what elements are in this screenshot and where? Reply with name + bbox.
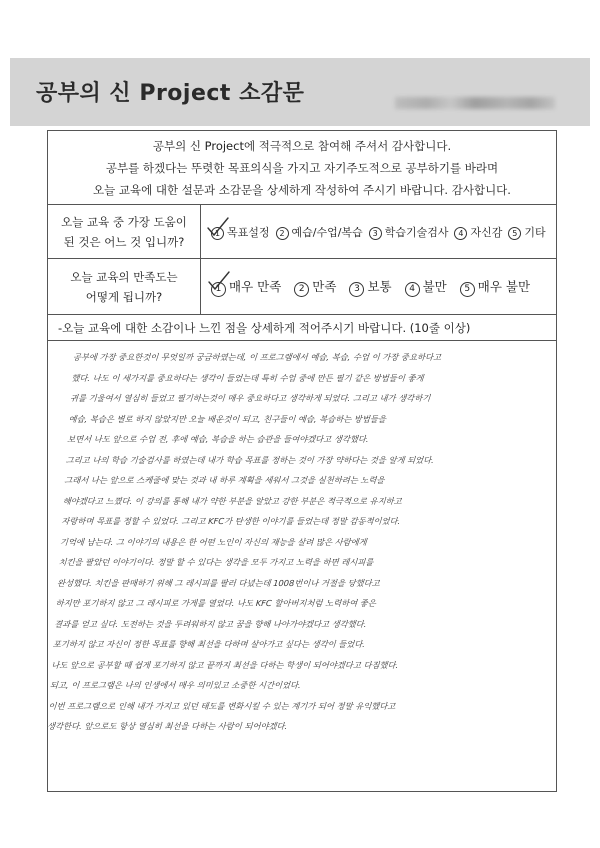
option-label: 불만 <box>422 278 447 294</box>
question-line: 오늘 교육의 만족도는 <box>70 269 178 284</box>
option-dissatisfied[interactable] <box>405 277 447 297</box>
circle-number-icon: 1 <box>211 227 224 240</box>
circle-number-icon: 2 <box>294 282 309 297</box>
intro-line: 오늘 교육에 대한 설문과 소감문을 상세하게 작성하여 주시기 바랍니다. 감사합니다. <box>93 183 511 197</box>
option-label: 만족 <box>312 278 337 294</box>
question-row-satisfaction <box>48 259 556 315</box>
handwritten-line: 그래서 나는 앞으로 스케줄에 맞는 것과 내 하루 계획을 세워서 그것을 실천하려는 노력을 <box>63 475 385 485</box>
survey-form <box>47 130 557 792</box>
handwritten-line: 그리고 나의 학습 기술검사를 하였는데 내가 학습 목표를 정하는 것이 가장 약하다는 것을 알게 되었다. <box>65 454 435 465</box>
option-label: 자신감 <box>470 225 503 239</box>
circle-number-icon: 3 <box>369 227 382 240</box>
option-label: 매우 만족 <box>229 278 282 294</box>
option-label: 예습/수업/복습 <box>291 225 363 239</box>
answer-options <box>201 259 556 314</box>
circle-number-icon: 3 <box>349 282 364 297</box>
circle-number-icon: 1 <box>211 282 226 297</box>
handwritten-line: 치킨을 팔았던 이야기이다. 정말 할 수 있다는 생각을 모두 가지고 노력을 하면 레시피를 <box>58 557 374 567</box>
handwritten-line: 기억에 남는다. 그 이야기의 내용은 한 어떤 노인이 자신의 재능을 살려 많은 사람에게 <box>59 536 368 547</box>
question-line: 어떻게 됩니까? <box>85 289 163 304</box>
handwritten-line: 귀를 기울여서 열심히 들었고 필기하는것이 매우 중요하다고 생각하게 되었다. 그리고 내가 생각하기 <box>69 393 431 403</box>
question-label <box>48 259 201 314</box>
checkmark-icon <box>206 269 232 293</box>
handwritten-line: 하지만 포기하지 않고 그 레시피로 가게를 열었다. 나도 KFC 할아버지처럼 노력하여 좋은 <box>55 598 377 608</box>
handwritten-line: 보면서 나도 앞으로 수업 전, 후에 예습, 복습을 하는 습관을 들여야겠다고 생각했다. <box>66 434 369 444</box>
question-row-helpful <box>48 205 556 259</box>
handwritten-line: 공부에 가장 중요한것이 무엇일까 궁금하였는데, 이 프로그램에서 예습, 복습, 수업 이 가장 중요하다고 <box>72 352 442 362</box>
answer-options <box>201 205 556 258</box>
circle-number-icon: 4 <box>405 282 420 297</box>
circle-number-icon: 2 <box>276 227 289 240</box>
option-satisfied[interactable] <box>294 277 336 297</box>
circle-number-icon: 4 <box>454 227 467 240</box>
question-line: 오늘 교육 중 가장 도움이 <box>61 214 187 229</box>
handwritten-line: 생각한다. 앞으로도 항상 열심히 최선을 다하는 사람이 되어야겠다. <box>46 721 288 731</box>
question-line: 된 것은 어느 것 입니까? <box>63 234 185 249</box>
option-confidence[interactable] <box>454 224 502 240</box>
handwritten-line: 나도 앞으로 공부할 때 쉽게 포기하지 않고 끝까지 최선을 다하는 학생이 되어야겠다고 다짐했다. <box>51 659 399 670</box>
handwritten-line: 포기하지 않고 자신이 정한 목표를 향해 최선을 다하며 살아가고 싶다는 생각이 들었다. <box>52 639 366 649</box>
option-neutral[interactable] <box>349 277 391 297</box>
handwritten-line: 예습, 복습은 별로 하지 않았지만 오늘 배운것이 되고, 친구들이 예습, 복습하는 방법들을 <box>68 413 387 424</box>
option-learning-test[interactable] <box>369 224 449 240</box>
option-label: 기타 <box>524 225 546 239</box>
handwritten-line: 자랑하며 목표를 정할 수 있었다. 그리고 KFC가 탄생한 이야기를 들었는데 정말 감동적이었다. <box>61 516 401 526</box>
handwritten-line: 결과를 얻고 싶다. 도전하는 것을 두려워하지 않고 꿈을 향해 나아가야겠다고 생각했다. <box>53 618 367 629</box>
handwritten-line: 했다. 나도 이 세가지를 중요하다는 생각이 들었는데 특히 수업 중에 만든 필기 같은 방법들이 좋게 <box>71 372 424 383</box>
intro-text <box>48 131 556 205</box>
intro-line: 공부의 신 Project에 적극적으로 참여해 주셔서 감사합니다. <box>152 139 452 153</box>
question-label <box>48 205 201 258</box>
option-other[interactable] <box>508 224 545 240</box>
page-title: 공부의 신 Project 소감문 <box>36 81 305 106</box>
circle-number-icon: 5 <box>508 227 521 240</box>
option-study-cycle[interactable] <box>276 224 363 240</box>
option-label: 학습기술검사 <box>384 225 449 239</box>
circle-number-icon: 5 <box>460 282 475 297</box>
option-label: 목표설정 <box>227 225 270 239</box>
handwritten-line: 완성했다. 치킨을 판매하기 위해 그 레시피를 팔러 다녔는데 1008번이나 거절을 당했다고 <box>56 577 381 588</box>
handwritten-line: 되고, 이 프로그램은 나의 인생에서 매우 의미있고 소중한 시간이었다. <box>49 680 302 690</box>
handwritten-line: 이번 프로그램으로 인해 내가 가지고 있던 태도를 변화시킬 수 있는 계기가 되어 정말 유익했다고 <box>48 700 396 711</box>
handwritten-response <box>46 347 559 737</box>
checkmark-icon <box>205 215 231 239</box>
redacted-name <box>395 97 555 109</box>
option-very-dissatisfied[interactable] <box>460 277 530 297</box>
handwritten-line: 해야겠다고 느꼈다. 이 강의를 통해 내가 약한 부분을 알았고 강한 부분은 적극적으로 유지하고 <box>62 495 403 506</box>
option-label: 매우 불만 <box>477 278 531 294</box>
option-label: 보통 <box>367 278 392 294</box>
intro-line: 공부를 하겠다는 뚜렷한 목표의식을 가지고 자기주도적으로 공부하기를 바라며 <box>105 161 499 175</box>
free-response-heading: -오늘 교육에 대한 소감이나 느낀 점을 상세하게 적어주시기 바랍니다. (10줄 이상) <box>48 315 556 341</box>
